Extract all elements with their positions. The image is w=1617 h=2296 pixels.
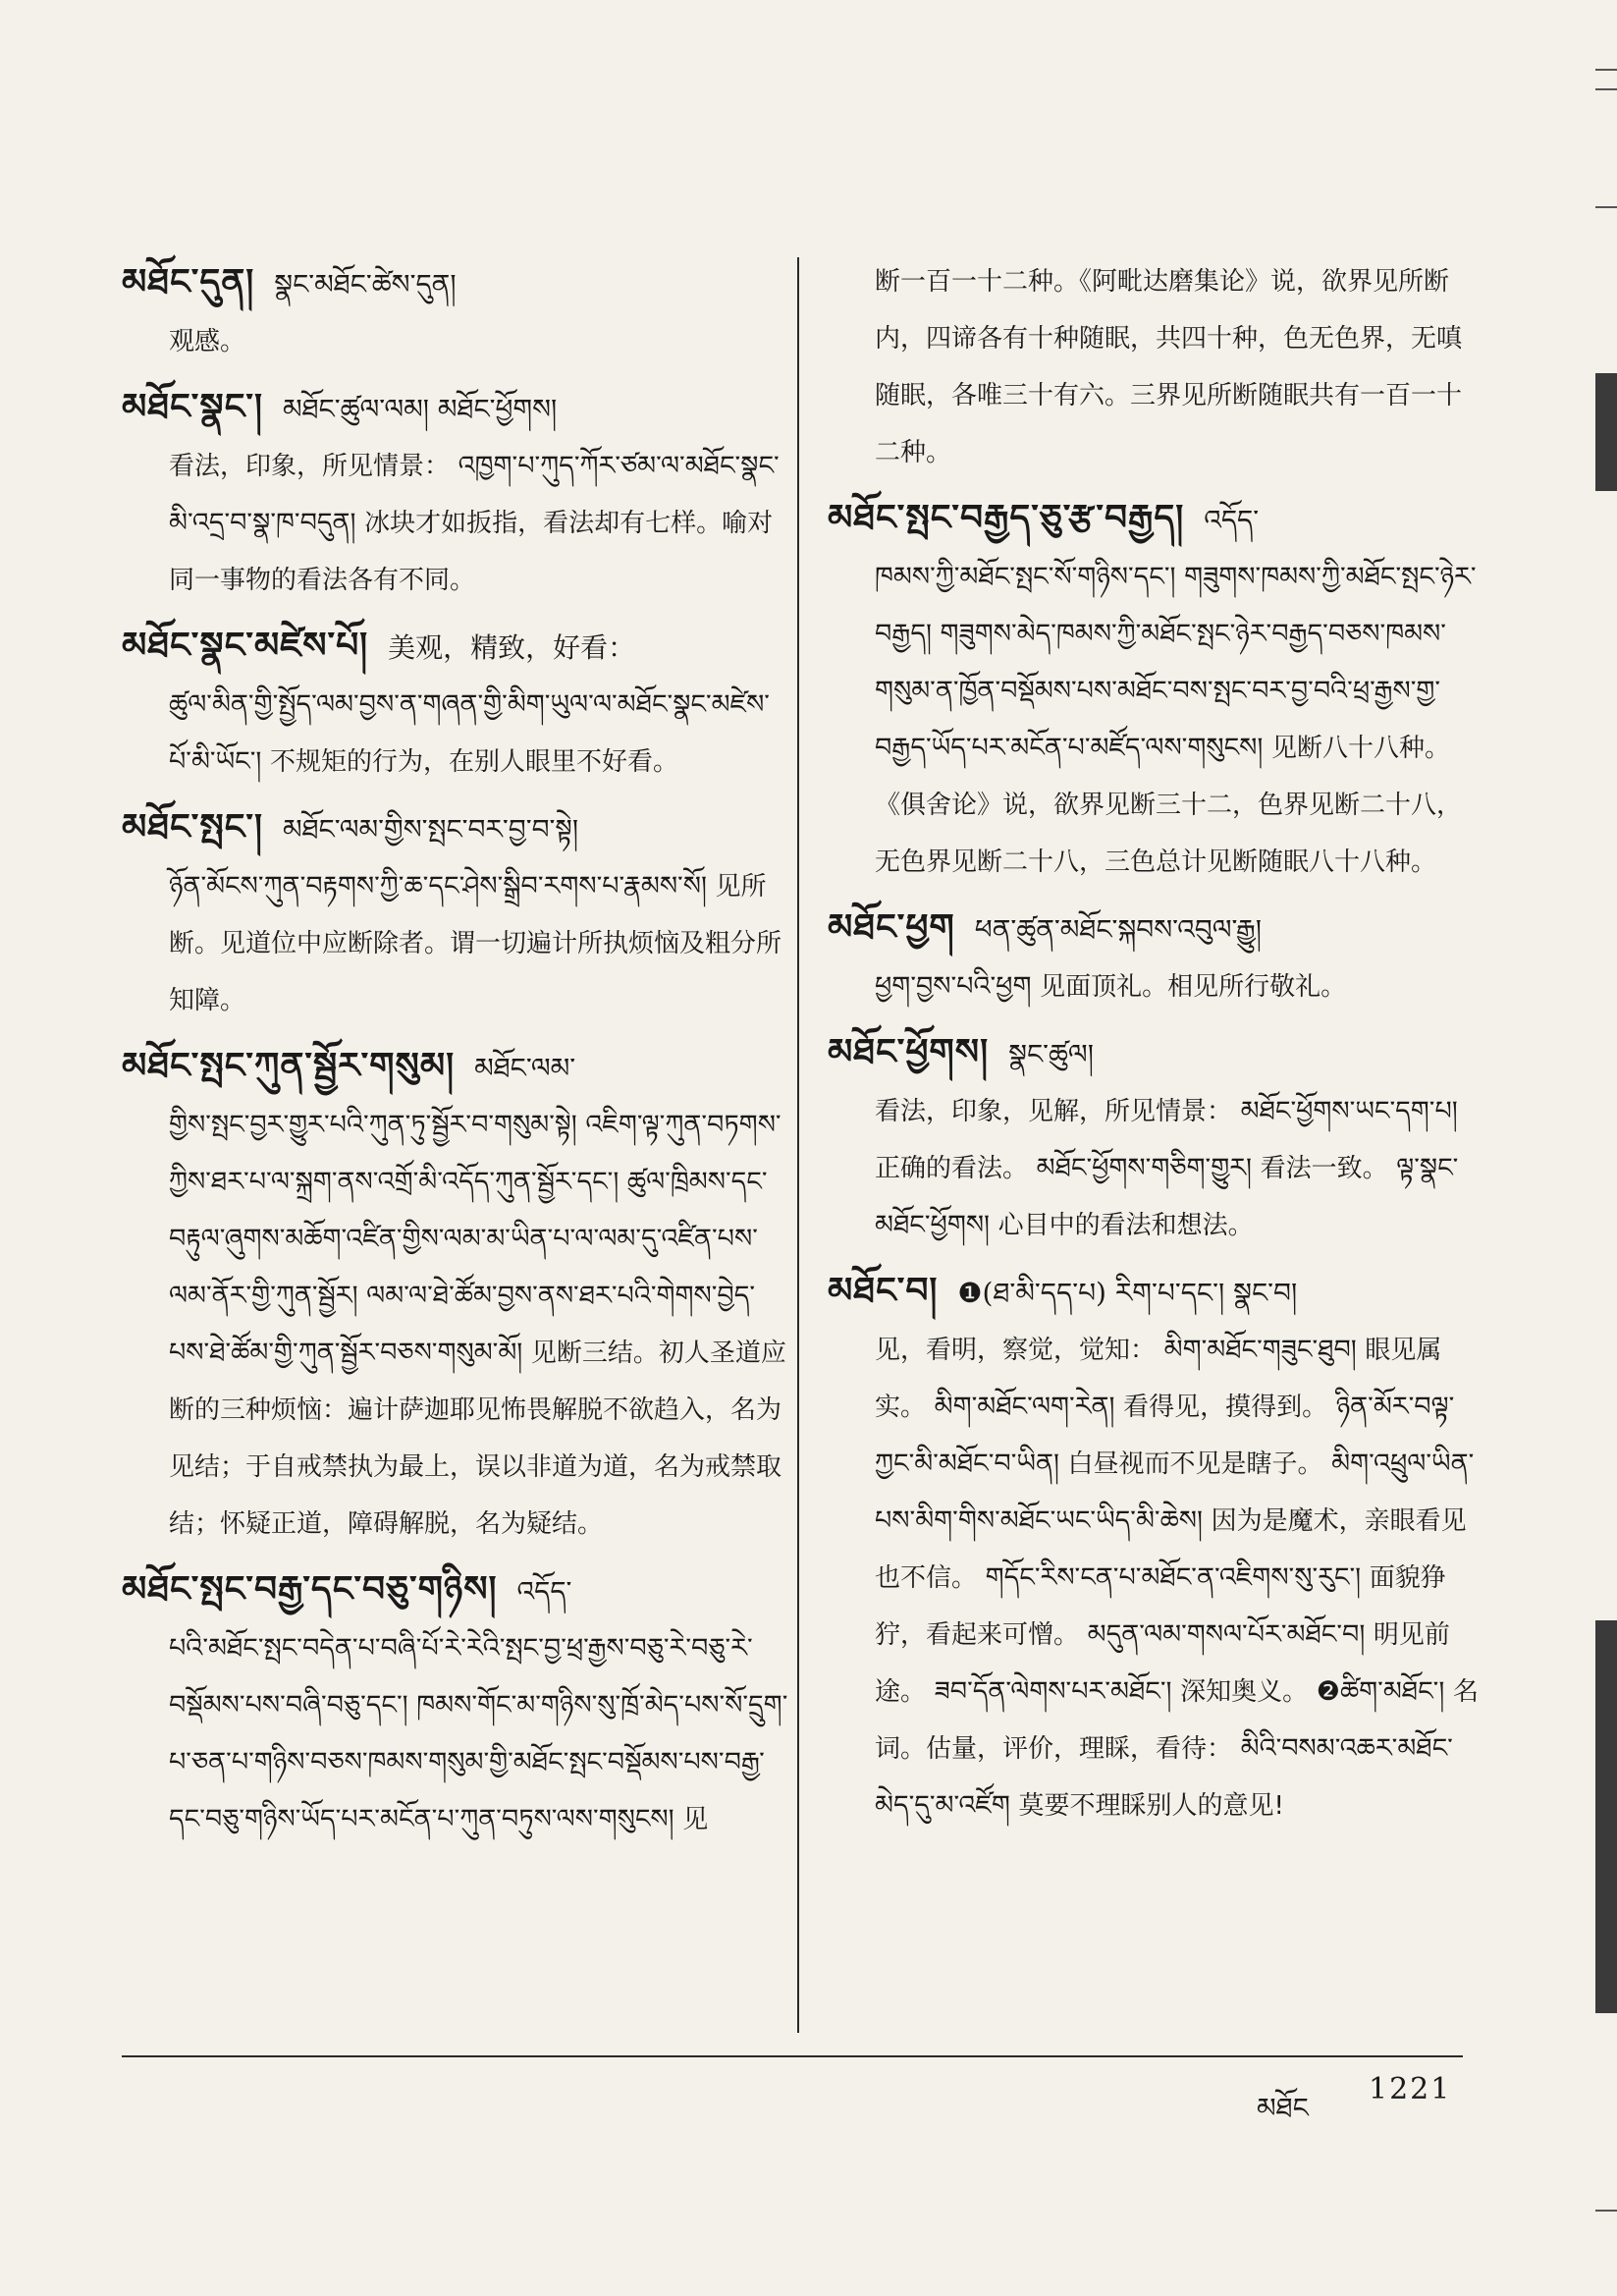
entry-definition — [828, 549, 1481, 891]
entry-gloss: འདོད་ — [1204, 504, 1260, 536]
entry-headword: མཐོང་དུན། — [122, 261, 255, 302]
entry-definition — [122, 438, 789, 609]
page-number: 1221 — [1369, 2072, 1452, 2106]
scan-edge-mark — [1595, 373, 1617, 491]
left-column — [122, 253, 789, 1856]
definition-chinese: 看法，印象，所见情景： — [169, 452, 451, 481]
definition-chinese: 见面顶礼。相见所行敬礼。 — [1040, 972, 1347, 1002]
definition-chinese: 名词。估量，评价，理睬，看待： — [875, 1677, 1479, 1764]
definition-tibetan: ལྟ་སྣང་མཐོང་ཕྱོགས། — [875, 1153, 1459, 1240]
definition-tibetan: མིག་མཐོང་ལག་རེན། — [934, 1392, 1115, 1422]
entry-definition — [828, 1083, 1481, 1254]
definition-tibetan: མདུན་ལམ་གསལ་པོར་མཐོང་བ། — [1087, 1619, 1366, 1650]
dictionary-entry — [828, 899, 1481, 1015]
scan-edge-mark — [1595, 206, 1617, 208]
definition-chinese: 明见前途。 — [875, 1620, 1450, 1707]
definition-tibetan: འཁྱག་པ་ཀུད་ཀོར་ཙམ་ལ་མཐོང་སྣང་མི་འདྲ་བ་སྣ་ཁ་བདུན། — [169, 451, 780, 538]
definition-chinese: 心目中的看法和想法。 — [997, 1211, 1254, 1240]
definition-tibetan: མཐོང་ཕྱོགས་ཡང་དག་པ། — [1240, 1096, 1458, 1126]
entry-gloss: སྣང་མཐོང་ཚེས་དུན། — [274, 268, 457, 301]
definition-chinese: 看得见，摸得到。 — [1123, 1393, 1328, 1422]
dictionary-entry — [828, 489, 1481, 891]
definition-chinese: 见断三结。初人圣道应断的三种烦恼：遍计萨迦耶见怖畏解脱不欲趋入，名为见结；于自戒禁执为最上，误以非道为道，名为戒禁取结；怀疑正道，障碍解脱，名为疑结。 — [169, 1339, 786, 1539]
entry-headword: མཐོང་སྣང་མཛེས་པོ། — [122, 625, 369, 666]
scan-edge-mark — [1595, 2210, 1617, 2212]
right-column — [828, 253, 1481, 1842]
definition-tibetan: ཚུལ་མིན་གྱི་སྤྱོད་ལམ་བྱས་ན་གཞན་གྱི་མིག་ཡུལ་ལ་མཐོང་སྣང་མཛེས་པོ་མི་ཡོང་། — [169, 689, 770, 777]
entry-headword: མཐོང་ཕྱོགས། — [828, 1031, 990, 1072]
entry-headword: མཐོང་སྤང་ཀུན་སྦྱོར་གསུམ། — [122, 1045, 456, 1086]
definition-tibetan: ཕྱག་བྱས་པའི་ཕྱག — [875, 971, 1032, 1002]
dictionary-entry — [828, 1262, 1481, 1834]
definition-tibetan: ཉོན་མོངས་ཀུན་བརྟགས་ཀྱི་ཆ་དང་ཤེས་སྒྲིབ་རགས་པ་རྣམས་སོ། — [169, 871, 707, 902]
definition-chinese: 见，看明，察觉，觉知： — [875, 1336, 1157, 1365]
definition-chinese: 看法一致。 — [1260, 1154, 1388, 1183]
entry-definition — [122, 677, 789, 791]
definition-tibetan: ❷ཚིག་མཐོང་། — [1316, 1676, 1445, 1707]
entry-definition — [828, 958, 1481, 1015]
definition-chinese: 冰块才如扳指，看法却有七样。喻对同一事物的看法各有不同。 — [169, 509, 774, 595]
definition-chinese: 见断八十八种。《俱舍论》说，欲界见断三十二，色界见断二十八，无色界见断二十八，三色总计见断随眠八十八种。 — [875, 734, 1463, 877]
definition-tibetan: ཉིན་མོར་བལྟ་ཀྱང་མི་མཐོང་བ་ཡིན། — [875, 1392, 1455, 1479]
entry-headword: མཐོང་སྤང་། — [122, 806, 263, 847]
running-head-word: མཐོང — [1257, 2092, 1309, 2124]
dictionary-entry — [828, 1023, 1481, 1254]
scan-edge-mark — [1595, 69, 1617, 71]
dictionary-entry — [122, 378, 789, 609]
dictionary-entry — [122, 798, 789, 1029]
entry-gloss: སྣང་ཚུལ། — [1008, 1038, 1094, 1070]
definition-chinese: 断一百一十二种。《阿毗达磨集论》说，欲界见所断内，四谛各有十种随眠，共四十种，色无色界，无嗔随眠，各唯三十有六。三界见所断随眠共有一百一十二种。 — [875, 267, 1463, 467]
definition-chinese: 深知奥义。 — [1180, 1677, 1309, 1707]
dictionary-entry — [828, 253, 1481, 481]
entry-headword: མཐོང་བ། — [828, 1270, 939, 1311]
entry-gloss: ❶(ཐ་མི་དད་པ) རིག་པ་དང་། སྣང་བ། — [957, 1277, 1298, 1309]
definition-tibetan: ཟབ་དོན་ལེགས་པར་མཐོང་། — [934, 1676, 1172, 1707]
scan-edge-mark — [1595, 88, 1617, 90]
definition-chinese: 莫要不理睬别人的意见! — [1018, 1791, 1284, 1821]
definition-tibetan: མིག་མཐོང་གཟུང་ཐུབ། — [1163, 1335, 1357, 1365]
definition-chinese: 见 — [682, 1805, 709, 1834]
definition-tibetan: མིའི་བསམ་འཆར་མཐོང་མེད་དུ་མ་འཛོག — [875, 1733, 1453, 1821]
footer-rule — [122, 2055, 1463, 2057]
dictionary-entry — [122, 1037, 789, 1553]
definition-chinese: 见所断。见道位中应断除者。谓一切遍计所执烦恼及粗分所知障。 — [169, 872, 782, 1015]
entry-definition — [828, 253, 1481, 481]
definition-chinese: 不规矩的行为，在别人眼里不好看。 — [270, 747, 679, 777]
definition-tibetan: པའི་མཐོང་སྤང་བདེན་པ་བཞི་པོ་རེ་རེའི་སྤང་བྱ་ཕྲ་རྒྱས་བཅུ་རེ་བཅུ་རེ་བསྡོམས་པས་བཞི་བཅུ་དང་། ཁམས་གོང་མ་གཉིས་སུ་ཁྲོ་མེད་པས་སོ་དྲུག་པ་ཅན་པ་གཉིས་བཅས་ཁམས་གསུམ་གྱི་མཐོང་སྤང་བསྡོམས་པས་བརྒྱ་དང་བཅུ་གཉིས་ཡོད་པར་མངོན་པ་ཀུན་བཏུས་ལས་གསུངས། — [169, 1633, 788, 1834]
entry-definition — [122, 1620, 789, 1848]
definition-chinese: 眼见属实。 — [875, 1336, 1442, 1422]
definition-chinese: 观感。 — [169, 327, 246, 356]
entry-gloss: མཐོང་ལམ་གྱིས་སྤང་བར་བྱ་བ་སྟེ། — [282, 813, 579, 846]
entry-headword: མཐོང་ཕྱག — [828, 906, 955, 948]
definition-tibetan: ཁམས་ཀྱི་མཐོང་སྤང་སོ་གཉིས་དང་། གཟུགས་ཁམས་ཀྱི་མཐོང་སྤང་ཉེར་བརྒྱད། གཟུགས་མེད་ཁམས་ཀྱི་མཐོང་སྤང་ཉེར་བརྒྱད་བཅས་ཁམས་གསུམ་ན་ཁྱོན་བསྡོམས་པས་མཐོང་བས་སྤང་བར་བྱ་བའི་ཕྲ་རྒྱས་གྱ་བརྒྱད་ཡོད་པར་མངོན་པ་མཛོད་ལས་གསུངས། — [875, 562, 1477, 763]
entry-definition — [122, 1097, 789, 1553]
definition-chinese: 正确的看法。 — [875, 1154, 1029, 1183]
definition-tibetan: གྱིས་སྤང་བྱར་གྱུར་པའི་ཀུན་ཏུ་སྦྱོར་བ་གསུམ་སྟེ། འཇིག་ལྟ་ཀུན་བཏགས་ཀྱིས་ཐར་པ་ལ་སྐྲག་ནས་འགྲོ་མི་འདོད་ཀུན་སྦྱོར་དང་། ཚུལ་ཁྲིམས་དང་བརྟུལ་ཞུགས་མཆོག་འཛིན་གྱིས་ལམ་མ་ཡིན་པ་ལ་ལམ་དུ་འཛིན་པས་ལམ་ནོར་གྱི་ཀུན་སྦྱོར། ལམ་ལ་ཐེ་ཚོམ་བྱས་ནས་ཐར་པའི་གེགས་བྱེད་པས་ཐེ་ཚོམ་གྱི་ཀུན་སྦྱོར་བཅས་གསུམ་མོ། — [169, 1110, 782, 1368]
entry-gloss: 美观，精致，好看： — [388, 631, 636, 664]
dictionary-entry — [122, 617, 789, 791]
dictionary-entry — [122, 253, 789, 370]
entry-headword: མཐོང་སྤང་བརྒྱད་ཅུ་རྩ་བརྒྱད། — [828, 497, 1185, 538]
entry-definition — [122, 313, 789, 370]
definition-chinese: 白昼视而不见是瞎子。 — [1067, 1449, 1323, 1479]
entry-gloss: འདོད་ — [516, 1575, 572, 1608]
definition-chinese: 面貌狰狞，看起来可憎。 — [875, 1563, 1446, 1650]
definition-tibetan: གདོང་རིས་ངན་པ་མཐོང་ན་འཇིགས་སུ་རུང་། — [985, 1562, 1362, 1593]
column-divider — [797, 257, 799, 2033]
entry-definition — [828, 1322, 1481, 1834]
entry-definition — [122, 858, 789, 1029]
dictionary-entry — [122, 1560, 789, 1848]
entry-gloss: མཐོང་ཚུལ་ལམ། མཐོང་ཕྱོགས། — [282, 393, 558, 425]
entry-headword: མཐོང་སྤང་བརྒྱ་དང་བཅུ་གཉིས། — [122, 1568, 498, 1610]
entry-headword: མཐོང་སྣང་། — [122, 386, 263, 427]
scan-edge-mark — [1595, 1620, 1617, 2013]
entry-gloss: མཐོང་ལམ་ — [474, 1052, 576, 1084]
definition-tibetan: མིག་འཕྲུལ་ཡིན་པས་མིག་གིས་མཐོང་ཡང་ཡིད་མི་ཆེས། — [875, 1449, 1475, 1536]
definition-chinese: 看法，印象，见解，所见情景： — [875, 1097, 1233, 1126]
definition-tibetan: མཐོང་ཕྱོགས་གཅིག་གྱུར། — [1036, 1153, 1253, 1183]
entry-gloss: ཕན་ཚུན་མཐོང་སྐབས་འབུལ་རྒྱུ། — [974, 913, 1262, 946]
definition-chinese: 因为是魔术，亲眼看见也不信。 — [875, 1506, 1467, 1593]
